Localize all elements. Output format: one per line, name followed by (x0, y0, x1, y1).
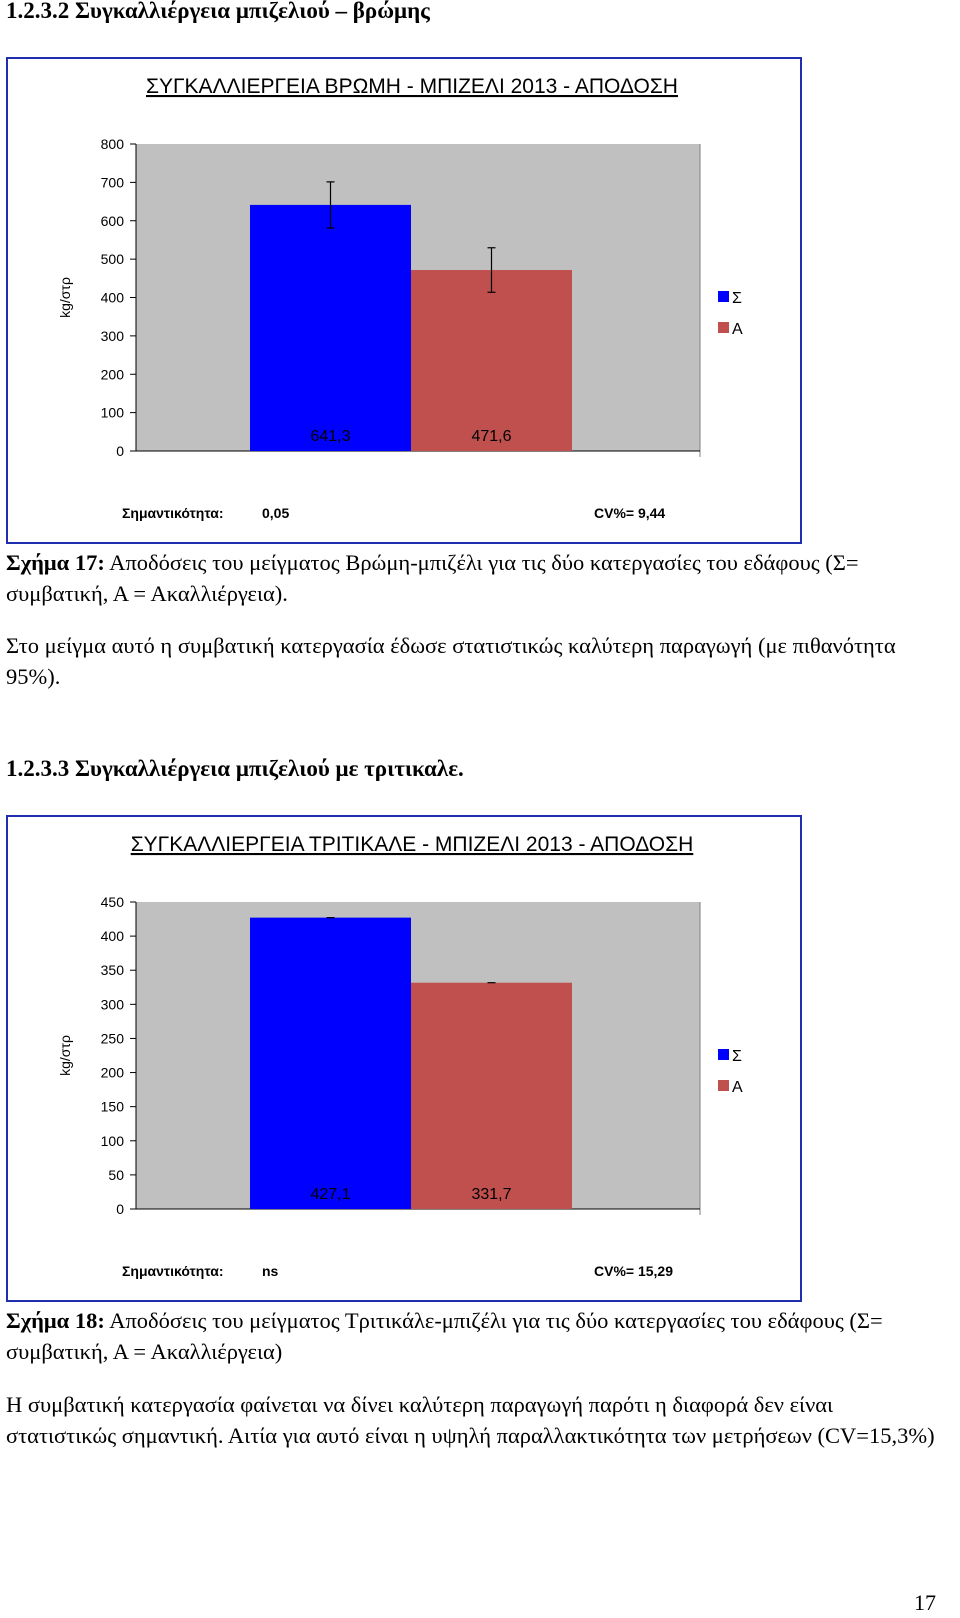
y-tick-label: 0 (116, 1201, 124, 1217)
legend-label: Σ (732, 1048, 742, 1065)
y-tick-label: 800 (100, 136, 124, 152)
significance-label: Σημαντικότητα: (122, 505, 224, 521)
y-tick-label: 50 (108, 1166, 124, 1183)
y-tick-label: 150 (100, 1098, 124, 1115)
significance-value: ns (262, 1263, 279, 1279)
cv-value: CV%= 9,44 (594, 505, 666, 521)
paragraph-2: Η συμβατική κατεργασία φαίνεται να δίνει καλύτερη παραγωγή παρότι η διαφορά δεν είναι στατιστικώς σημαντική. Αιτία για αυτό είναι η υψηλή παραλλακτικότητα των μετρήσεων (CV=15,3%) (6, 1392, 935, 1448)
chart-2 (8, 817, 804, 1304)
legend-swatch-S (718, 291, 729, 302)
legend-swatch-A (718, 322, 729, 333)
figure-caption-2 (6, 1305, 946, 1367)
y-tick-label: 100 (100, 404, 124, 421)
y-tick-label: 250 (100, 1030, 124, 1047)
y-tick-label: 300 (100, 327, 124, 344)
legend-label: Σ (732, 290, 742, 307)
caption-text-1: Αποδόσεις του μείγματος Βρώμη-μπιζέλι για τις δύο κατεργασίες του εδάφους (Σ= συμβατική, Α = Ακαλλιέργεια). (6, 550, 859, 606)
data-label: 471,6 (471, 428, 512, 445)
bar-A (411, 270, 572, 451)
legend-swatch-A (718, 1080, 729, 1091)
caption-label-2: Σχήμα 18: (6, 1308, 105, 1333)
data-label: 427,1 (310, 1186, 351, 1203)
section-heading-1: 1.2.3.2 Συγκαλλιέργεια μπιζελιού – βρώμης (6, 0, 430, 23)
y-tick-label: 500 (100, 251, 124, 268)
legend-label: Α (732, 1079, 743, 1096)
section-heading-2: 1.2.3.3 Συγκαλλιέργεια μπιζελιού με τριτικαλε. (6, 756, 464, 781)
bar-S (250, 918, 411, 1209)
y-tick-label: 300 (100, 996, 124, 1013)
y-tick-label: 400 (100, 289, 124, 306)
chart-1-frame (6, 57, 802, 544)
y-tick-label: 350 (100, 962, 124, 979)
cv-value: CV%= 15,29 (594, 1263, 673, 1279)
paragraph-1: Στο μείγμα αυτό η συμβατική κατεργασία έδωσε στατιστικώς καλύτερη παραγωγή (με πιθανότητα 95%). (6, 633, 896, 689)
y-tick-label: 700 (100, 174, 124, 191)
chart-title: ΣΥΓΚΑΛΛΙΕΡΓΕΙΑ ΒΡΩΜΗ - ΜΠΙΖΕΛΙ 2013 - ΑΠΟΔΟΣΗ (146, 75, 678, 98)
y-tick-label: 0 (116, 443, 124, 459)
y-tick-label: 600 (100, 212, 124, 229)
caption-text-2: Αποδόσεις του μείγματος Τριτικάλε-μπιζέλι για τις δύο κατεργασίες του εδάφους (Σ= συμβατική, Α = Ακαλλιέργεια) (6, 1308, 883, 1364)
data-label: 641,3 (310, 428, 351, 445)
bar-S (250, 205, 411, 451)
significance-label: Σημαντικότητα: (122, 1263, 224, 1279)
y-tick-label: 450 (100, 894, 124, 910)
legend-swatch-S (718, 1049, 729, 1060)
significance-value: 0,05 (262, 505, 290, 521)
chart-1 (8, 59, 804, 546)
bar-A (411, 983, 572, 1209)
legend-label: Α (732, 321, 743, 338)
y-tick-label: 400 (100, 928, 124, 945)
y-tick-label: 100 (100, 1132, 124, 1149)
y-tick-label: 200 (100, 1064, 124, 1081)
page-number: 17 (914, 1590, 936, 1615)
caption-label-1: Σχήμα 17: (6, 550, 105, 575)
data-label: 331,7 (471, 1186, 512, 1203)
chart-title: ΣΥΓΚΑΛΛΙΕΡΓΕΙΑ ΤΡΙΤΙΚΑΛΕ - ΜΠΙΖΕΛΙ 2013 - ΑΠΟΔΟΣΗ (130, 833, 694, 856)
y-axis-label: kg/στρ (57, 1035, 73, 1076)
figure-caption-1 (6, 547, 946, 609)
chart-2-frame (6, 815, 802, 1302)
y-tick-label: 200 (100, 366, 124, 383)
y-axis-label: kg/στρ (57, 277, 73, 318)
